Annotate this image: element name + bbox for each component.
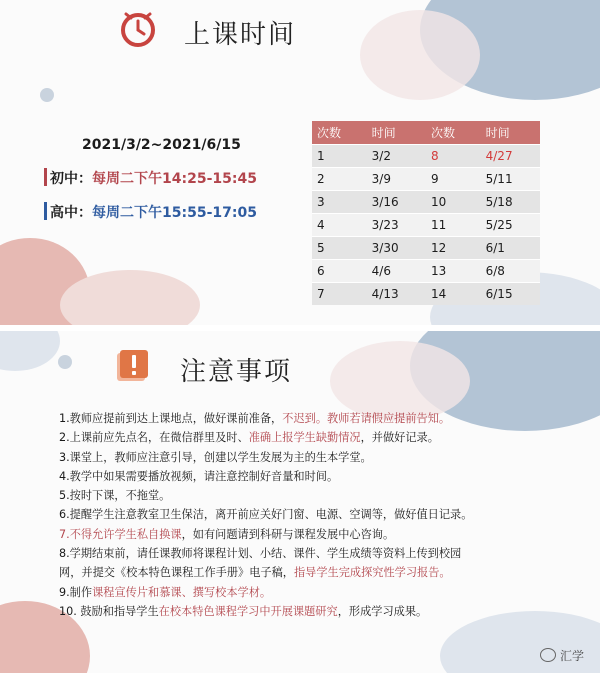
table-row — [312, 283, 540, 306]
highlight-text: 7. — [59, 527, 70, 541]
slide-notes — [0, 331, 600, 673]
watermark-text: 汇学 — [559, 649, 584, 663]
note-text: 3.课堂上，教师应注意引导，创建以学生发展为主的生本学堂。 — [59, 450, 372, 464]
junior-time: 每周二下午14:25-15:45 — [92, 171, 257, 187]
table-header-row — [312, 121, 540, 145]
table-cell: 6/1 — [481, 237, 540, 260]
list-item — [59, 525, 579, 544]
list-item — [59, 563, 579, 582]
note-text: 网，并提交《校本特色课程工作手册》电子稿， — [59, 566, 294, 580]
table-row — [312, 145, 540, 168]
col-header: 次数 — [426, 121, 481, 145]
note-text: ，形成学习成果。 — [337, 604, 428, 618]
list-item — [59, 486, 579, 505]
table-row — [312, 214, 540, 237]
table-cell: 3/30 — [367, 237, 426, 260]
watermark — [540, 647, 584, 664]
list-item — [59, 467, 579, 486]
table-row — [312, 260, 540, 283]
junior-schedule — [44, 168, 257, 188]
table-cell: 14 — [426, 283, 481, 306]
list-item — [59, 583, 579, 602]
note-text: 9.制作 — [59, 585, 93, 599]
table-cell: 4 — [312, 214, 367, 237]
list-item — [59, 505, 579, 524]
table-cell: 1 — [312, 145, 367, 168]
table-cell: 9 — [426, 168, 481, 191]
note-text: 8.学期结束前，请任课教师将课程计划、小结、课件、学生成绩等资料上传到校园 — [59, 547, 462, 561]
note-text: 10. 鼓励和指导学生 — [59, 604, 159, 618]
notes-title: 注意事项 — [180, 357, 293, 387]
notes-list — [59, 409, 579, 621]
decor-blob — [58, 355, 72, 369]
note-text: ，如有问题请到科研与课程发展中心咨询。 — [181, 527, 395, 541]
senior-schedule — [44, 202, 257, 222]
table-cell: 4/27 — [481, 145, 540, 168]
decor-blob — [360, 10, 480, 100]
table-cell: 12 — [426, 237, 481, 260]
table-cell: 3 — [312, 191, 367, 214]
accent-bar — [44, 168, 47, 186]
note-text: ，并做好记录。 — [360, 431, 439, 445]
senior-label: 高中： — [50, 205, 92, 221]
col-header: 时间 — [481, 121, 540, 145]
note-text: 5.按时下课，不拖堂。 — [59, 489, 171, 503]
page-title: 上课时间 — [184, 20, 297, 50]
table-cell: 6/8 — [481, 260, 540, 283]
table-cell: 4/13 — [367, 283, 426, 306]
highlight-text: 在校本特色课程学习中开展课题研究 — [158, 604, 338, 618]
list-item — [59, 602, 579, 621]
list-item — [59, 428, 579, 447]
wechat-icon — [540, 648, 556, 662]
clock-icon — [118, 8, 158, 48]
table-cell: 5/18 — [481, 191, 540, 214]
table-cell: 5/25 — [481, 214, 540, 237]
highlight-text: 课程宣传片和慕课、撰写校本学材。 — [92, 585, 272, 599]
highlight-text: 准确上报学生缺勤情况 — [248, 431, 361, 445]
table-cell: 3/16 — [367, 191, 426, 214]
table-cell: 13 — [426, 260, 481, 283]
schedule-table — [312, 121, 540, 305]
table-row — [312, 191, 540, 214]
table-row — [312, 168, 540, 191]
table-cell: 3/2 — [367, 145, 426, 168]
table-cell: 3/23 — [367, 214, 426, 237]
note-text: 2.上课前应先点名，在微信群里及时、 — [59, 431, 249, 445]
decor-blob — [40, 88, 54, 102]
senior-time: 每周二下午15:55-17:05 — [92, 205, 257, 221]
list-item — [59, 544, 579, 563]
table-cell: 6/15 — [481, 283, 540, 306]
notice-icon — [114, 348, 150, 384]
junior-label: 初中： — [50, 171, 92, 187]
table-cell: 11 — [426, 214, 481, 237]
list-item — [59, 409, 579, 428]
table-cell: 6 — [312, 260, 367, 283]
note-text: 6.提醒学生注意教室卫生保洁，离开前应关好门窗、电源、空调等，做好值日记录。 — [59, 508, 473, 522]
table-cell: 3/9 — [367, 168, 426, 191]
note-text: 1.教师应提前到达上课地点，做好课前准备， — [59, 412, 283, 425]
table-cell: 4/6 — [367, 260, 426, 283]
highlight-text: 不得允许学生私自换课 — [69, 527, 182, 541]
table-cell: 10 — [426, 191, 481, 214]
date-range: 2021/3/2~2021/6/15 — [82, 137, 241, 153]
table-cell: 5/11 — [481, 168, 540, 191]
table-cell: 2 — [312, 168, 367, 191]
table-cell: 7 — [312, 283, 367, 306]
table-cell: 5 — [312, 237, 367, 260]
slide-class-time — [0, 0, 600, 325]
note-text: 4.教学中如果需要播放视频，请注意控制好音量和时间。 — [59, 469, 339, 483]
highlight-text: 不迟到。教师若请假应提前告知。 — [282, 412, 451, 425]
table-cell: 8 — [426, 145, 481, 168]
col-header: 时间 — [367, 121, 426, 145]
col-header: 次数 — [312, 121, 367, 145]
table-row — [312, 237, 540, 260]
decor-blob — [0, 331, 60, 371]
list-item — [59, 448, 579, 467]
highlight-text: 指导学生完成探究性学习报告。 — [293, 566, 451, 580]
accent-bar — [44, 202, 47, 220]
